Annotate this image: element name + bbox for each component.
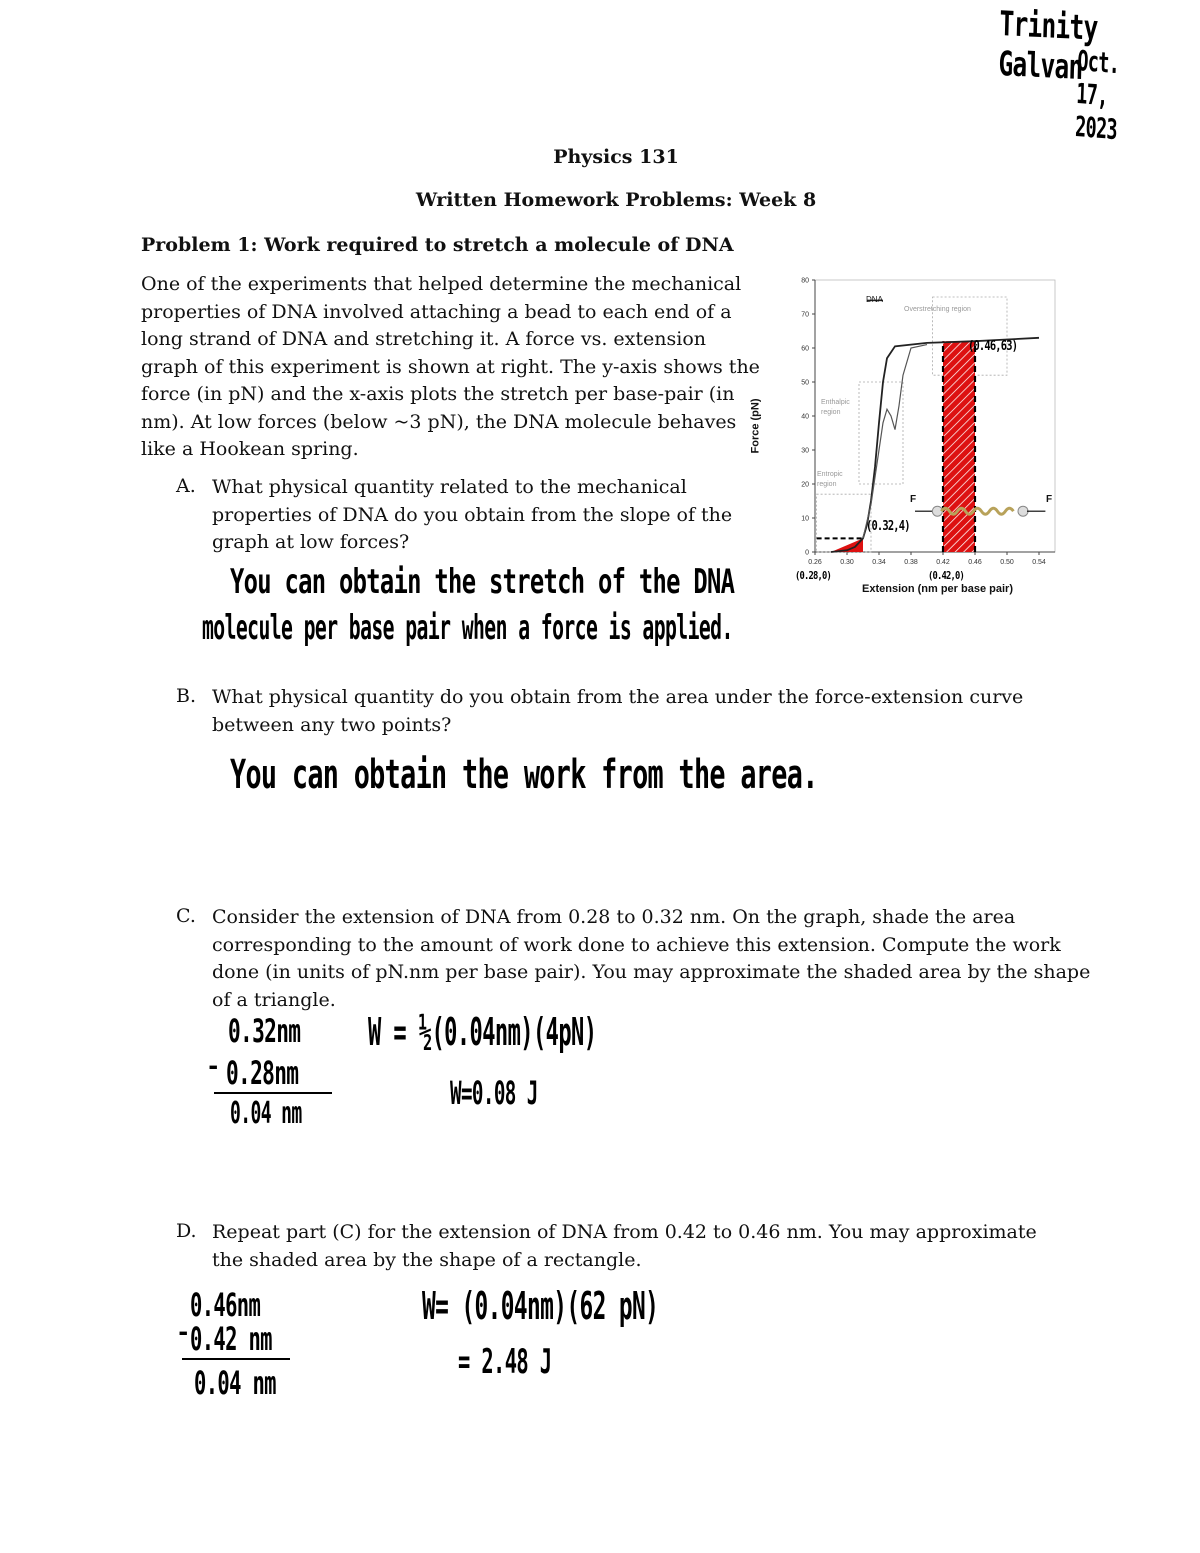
question-line: of a triangle. [212, 988, 336, 1011]
force-label-right: F [1046, 494, 1053, 505]
question-b-label: B. [176, 685, 197, 707]
x-tick-label: 0.54 [1032, 559, 1046, 566]
force-label-left: F [910, 494, 917, 505]
c-work-minus: - [206, 1052, 220, 1080]
c-work-rule [214, 1092, 332, 1094]
region-entropic: Entropic region [817, 471, 843, 488]
problem-heading: Problem 1: Work required to stretch a molecule of DNA [141, 234, 734, 256]
d-work-minus: - [176, 1318, 190, 1346]
x-tick-label: 0.46 [968, 559, 982, 566]
intro-line: properties of DNA involved attaching a bead to each end of a [141, 300, 732, 323]
y-tick-label: 10 [801, 515, 809, 523]
intro-line: long strand of DNA and stretching it. A force vs. extension [141, 328, 706, 350]
x-tick-label: 0.34 [872, 559, 886, 566]
y-tick-label: 70 [801, 311, 809, 319]
course-title: Physics 131 [553, 146, 679, 168]
annotation-point-top: (0.46,63) [968, 339, 1018, 354]
question-line: the shaded area by the shape of a rectangle. [212, 1248, 642, 1271]
annotation-point-origin: (0.28,0) [795, 569, 831, 582]
x-tick-label: 0.38 [904, 559, 918, 566]
question-line: What physical quantity do you obtain from the area under the force-extension curve [212, 686, 1024, 708]
force-extension-chart [755, 268, 1065, 603]
y-tick-label: 0 [805, 549, 809, 557]
y-tick-label: 50 [801, 379, 809, 387]
c-work-eq2: W=0.08 J [450, 1074, 538, 1112]
rectangle-shading [943, 341, 975, 552]
question-a-label: A. [176, 475, 196, 497]
answer-b: You can obtain the work from the area. [230, 752, 818, 798]
d-work-top: 0.46nm [190, 1286, 261, 1324]
y-axis-label: Force (pN) [749, 398, 762, 454]
question-line: between any two points? [212, 713, 452, 736]
legend-label: DNA [866, 295, 883, 304]
c-work-sub: 0.28nm [226, 1054, 299, 1092]
question-c-label: C. [176, 905, 196, 927]
annotation-point-mid: (0.32,4) [866, 519, 910, 534]
answer-a-line-2: molecule per base pair when a force is applied. [202, 608, 733, 648]
question-line: done (in units of pN.nm per base pair). You may approximate the shaded area by the shape [212, 961, 1091, 983]
d-work-eq1: W= (0.04nm)(62 pN) [422, 1284, 659, 1328]
d-work-result: 0.04 nm [194, 1364, 276, 1402]
question-line: Consider the extension of DNA from 0.28 to 0.32 nm. On the graph, shade the area [212, 906, 1016, 928]
question-c-text [212, 904, 1092, 1014]
intro-line: like a Hookean spring. [141, 438, 359, 460]
d-work-eq2: = 2.48 J [458, 1342, 552, 1382]
series-line-retraction [863, 345, 927, 539]
region-enthalpic: Enthalpic region [821, 399, 850, 416]
intro-line: graph of this experiment is shown at right. The y-axis shows the [141, 355, 760, 378]
question-d-text [212, 1219, 1072, 1274]
question-line: corresponding to the amount of work done to achieve this extension. Compute the work [212, 933, 1061, 956]
x-tick-label: 0.50 [1000, 559, 1014, 566]
series-line-dna [831, 338, 1039, 552]
question-a-text [212, 474, 752, 557]
question-line: Repeat part (C) for the extension of DNA from 0.42 to 0.46 nm. You may approximate [212, 1221, 1037, 1243]
c-work-result: 0.04 nm [230, 1096, 302, 1131]
intro-line: One of the experiments that helped determine the mechanical [141, 273, 742, 295]
intro-line: nm). At low forces (below ~3 pN), the DNA molecule behaves [141, 410, 737, 433]
x-tick-label: 0.26 [808, 559, 822, 566]
intro-line: force (in pN) and the x-axis plots the stretch per base-pair (in [141, 383, 735, 405]
x-tick-label: 0.42 [936, 559, 950, 566]
y-tick-label: 20 [801, 481, 809, 489]
y-tick-label: 30 [801, 447, 809, 455]
y-tick-label: 80 [801, 277, 809, 285]
question-line: properties of DNA do you obtain from the slope of the [212, 503, 733, 526]
y-tick-label: 40 [801, 413, 809, 421]
bead-right [1018, 506, 1028, 516]
c-work-top: 0.32nm [228, 1012, 301, 1050]
bead-left [932, 506, 942, 516]
annotation-point-042: (0.42,0) [928, 569, 964, 582]
problem-intro [141, 271, 761, 464]
question-line: graph at low forces? [212, 531, 410, 553]
signature-date: Oct. 17, 2023 [1074, 44, 1120, 147]
page-subtitle: Written Homework Problems: Week 8 [415, 189, 817, 211]
y-tick-label: 60 [801, 345, 809, 353]
d-work-sub: 0.42 nm [190, 1320, 272, 1358]
question-b-text [212, 684, 1072, 739]
d-work-rule [182, 1358, 290, 1360]
signature-name: Trinity Galvan [997, 4, 1099, 89]
question-d-label: D. [176, 1220, 197, 1242]
x-tick-label: 0.30 [840, 559, 854, 566]
answer-a-line-1: You can obtain the stretch of the DNA [230, 562, 735, 602]
question-line: What physical quantity related to the mechanical [212, 476, 687, 498]
x-axis-label: Extension (nm per base pair) [862, 583, 1013, 595]
c-work-eq1: W = ½(0.04nm)(4pN) [368, 1010, 597, 1054]
region-overstretching: Overstretching region [904, 306, 971, 313]
